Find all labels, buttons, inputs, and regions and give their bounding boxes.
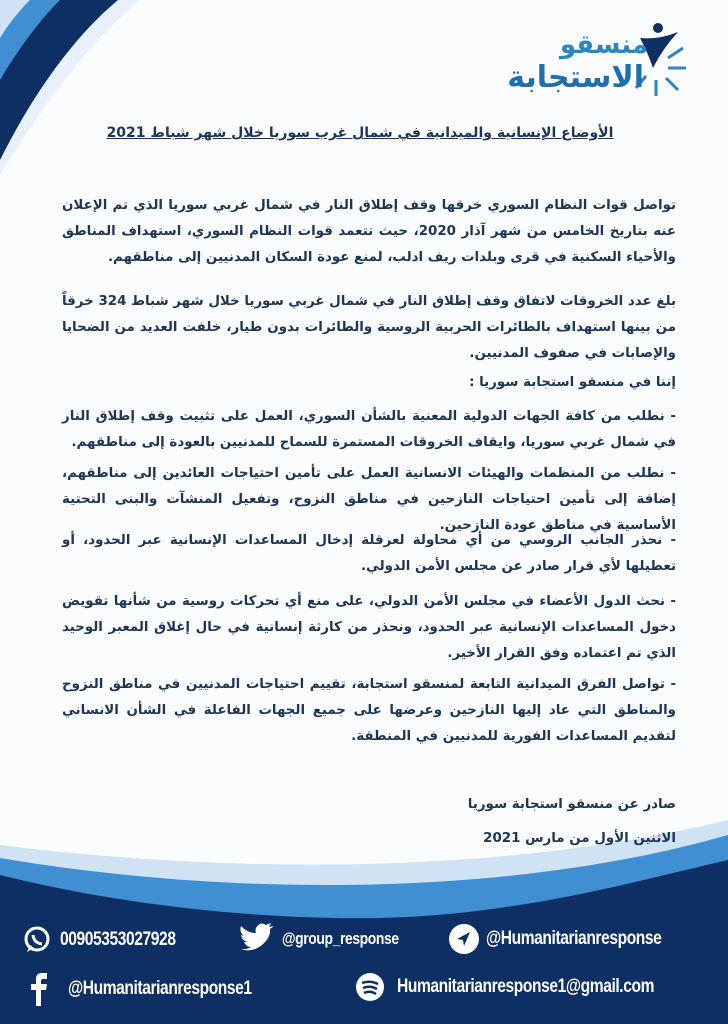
email-address: Humanitarianresponse1@gmail.com <box>397 976 655 997</box>
footer-telegram[interactable] <box>448 923 716 955</box>
footer-whatsapp[interactable] <box>22 925 230 955</box>
bullet-1: - نطلب من كافة الجهات الدولية المعنية بالشأن السوري، العمل على تثبيت وقف إطلاق النار في شمال غربي سوريا، وايقاف الخروقات المستمرة للسماح للمدنيين بالعودة إلى مناطقهم. <box>62 409 676 450</box>
twitter-icon <box>238 923 276 955</box>
bullet-5: - تواصل الفرق الميدانية التابعة لمنسقو استجابة، تقييم احتياجات المدنيين في مناطق النزوح والمناطق التي عاد إليها النازحين وعرضها على جميع الجهات الفاعلة في الشأن الانساني لتقديم المساعدات الفورية للمدنيين في المنطقة. <box>62 677 676 744</box>
bullet-3: - نحذر الجانب الروسي من أي محاولة لعرقلة إدخال المساعدات الإنسانية عبر الحدود، أو تعطيلها لأي قرار صادر عن مجلس الأمن الدولي. <box>62 533 676 574</box>
twitter-handle: @group_response <box>282 929 399 948</box>
logo-line2: الاستجابة <box>507 60 644 95</box>
document-title: الأوضاع الإنسانية والميدانية في شمال غرب سوريا خلال شهر شباط 2021 <box>106 125 614 141</box>
logo-line1: منسقو <box>559 30 648 60</box>
spotify-icon <box>355 972 385 1002</box>
telegram-handle: @Humanitarianresponse <box>486 928 662 949</box>
facebook-handle: @Humanitarianresponse1 <box>68 978 252 999</box>
paragraph-1: تواصل قوات النظام السوري خرقها وقف إطلاق النار في شمال غربي سوريا الذي تم الإعلان عنه بتاريخ الخامس من شهر آذار 2020، حيث تتعمد قوات النظام السوري، استهداف المناطق والأحياء السكنية في قرى وبلدات ريف ادلب، لمنع عودة السكان المدنيين إلى مناطقهم. <box>62 198 676 265</box>
whatsapp-icon <box>22 925 52 955</box>
bullet-4: - نحث الدول الأعضاء في مجلس الأمن الدولي، على منع أي تحركات روسية من شأنها تقويض دخول المساعدات الإنسانية عبر الحدود، ونحذر من كارثة إنسانية في حال إغلاق المعبر الوحيد الذي تم اعتماده وفق القرار الأخير. <box>62 594 676 661</box>
date: الاثنين الأول من مارس 2021 <box>483 831 676 846</box>
facebook-icon <box>30 972 48 1006</box>
signature: صادر عن منسقو استجابة سوريا <box>467 797 676 812</box>
whatsapp-number: 00905353027928 <box>60 929 176 950</box>
intro-line: إننا في منسقو استجابة سوريا : <box>469 375 676 390</box>
footer-email[interactable] <box>355 972 727 1002</box>
footer-facebook[interactable] <box>30 972 348 1006</box>
paragraph-2: بلغ عدد الخروقات لاتفاق وقف إطلاق النار في شمال غربي سوريا خلال شهر شباط 324 خرقاً من بينها استهداف بالطائرات الحربية الروسية والطائرات بدون طيار، خلفت العديد من الضحايا والإصابات في صفوف المدنيين. <box>62 294 676 361</box>
footer-twitter[interactable] <box>238 923 432 955</box>
bullet-2: - نطلب من المنظمات والهيئات الانسانية العمل على تأمين احتياجات العائدين إلى مناطقهم، إضافة إلى تأمين احتياجات النازحين في مناطق النزوح، وتفعيل المنشآت والبنى التحتية الأساسية في مناطق عودة النازحين. <box>62 466 676 533</box>
telegram-icon <box>448 923 480 955</box>
